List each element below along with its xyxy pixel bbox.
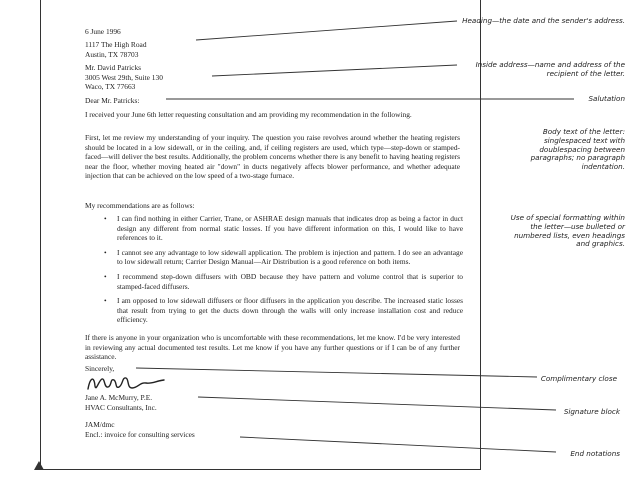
list-item bbox=[85, 214, 463, 243]
bullet-icon: • bbox=[104, 247, 107, 257]
recipient-name: Mr. David Patricks bbox=[85, 63, 142, 72]
body-paragraph-1: I received your June 6th letter requesting consultation and am providing my recommendation in the following. bbox=[85, 110, 412, 119]
bullet-icon: • bbox=[104, 214, 107, 223]
annotation-complimentary-close: Complimentary close bbox=[540, 374, 617, 383]
enclosure-notation: Encl.: invoice for consulting services bbox=[85, 429, 195, 439]
recommendation-list bbox=[85, 214, 463, 330]
recipient-street: 3005 West 29th, Suite 130 bbox=[85, 72, 163, 82]
bullet-icon: • bbox=[104, 296, 107, 306]
body-paragraph-3: My recommendations are as follows: bbox=[85, 201, 195, 210]
annotation-inside-address: Inside address—name and address of the recipient of the letter. bbox=[475, 60, 625, 78]
recipient-city: Waco, TX 77663 bbox=[85, 82, 136, 92]
sender-street: 1117 The High Road bbox=[85, 40, 147, 49]
list-item bbox=[85, 296, 463, 325]
list-item bbox=[85, 272, 463, 291]
bullet-icon: • bbox=[104, 271, 107, 281]
annotation-salutation: Salutation bbox=[588, 94, 625, 103]
annotation-heading: Heading—the date and the sender's address. bbox=[462, 16, 625, 25]
bullet-text: I am opposed to low sidewall diffusers or floor diffusers in the application you describe. The increased static losses that result from trying to get the ducts down through the walls will only increase installation cost and reduce efficiency. bbox=[117, 296, 463, 325]
complimentary-close: Sincerely, bbox=[85, 364, 115, 373]
letter-date: 6 June 1996 bbox=[85, 27, 121, 36]
annotation-body-text: Body text of the letter: singlespaced text with doublespacing between paragraphs; no paragraph indentation. bbox=[530, 127, 625, 172]
typist-initials: JAM/dmc bbox=[85, 420, 115, 429]
body-paragraph-4: If there is anyone in your organization who is uncomfortable with these recommendations, let me know. I'd be very interested in reviewing any actual documented test results. Let me know if you have any further questions or if I can be of any further assistance. bbox=[85, 333, 460, 362]
annotation-special-formatting: Use of special formatting within the letter—use bulleted or numbered lists, even headings and graphics. bbox=[510, 213, 625, 249]
bullet-text: I can find nothing in either Carrier, Trane, or ASHRAE design manuals that indicates drop as being a factor in duct design any different from normal static losses. If you have different information on this, I would like to have references to it. bbox=[117, 214, 463, 243]
bullet-text: I recommend step-down diffusers with OBD because they have pattern and volume control that is superior to stamped-faced diffusers. bbox=[117, 271, 463, 291]
annotation-signature-block: Signature block bbox=[563, 407, 620, 416]
handwritten-signature bbox=[86, 372, 176, 394]
signer-company: HVAC Consultants, Inc. bbox=[85, 402, 157, 412]
page-corner-marker bbox=[34, 461, 44, 470]
salutation: Dear Mr. Patricks: bbox=[85, 96, 140, 105]
signer-name: Jane A. McMurry, P.E. bbox=[85, 393, 153, 402]
list-item bbox=[85, 248, 463, 267]
bullet-text: I cannot see any advantage to low sidewall application. The problem is injection and pattern. I do see an advantage to low sidewall return; Carrier Design Manual—Air Distribution is a good reference on both items. bbox=[117, 247, 463, 267]
annotation-end-notations: End notations bbox=[570, 449, 620, 458]
body-paragraph-2: First, let me review my understanding of your inquiry. The question you raise revolves around whether the heating registers should be located in a low sidewall, or in the ceiling, and, if ceiling registers are used, which type—step-down or stamped-faced—will deliver the best results. Additionally, the problem concerns whether there is any benefit to having heating registers near the floor, whether moving heated air "down" in ducts negatively affects blower performance, and whether adequate injection that can be achieved on the low speed of a two-stage furnace. bbox=[85, 133, 460, 181]
sender-city: Austin, TX 78703 bbox=[85, 49, 139, 59]
